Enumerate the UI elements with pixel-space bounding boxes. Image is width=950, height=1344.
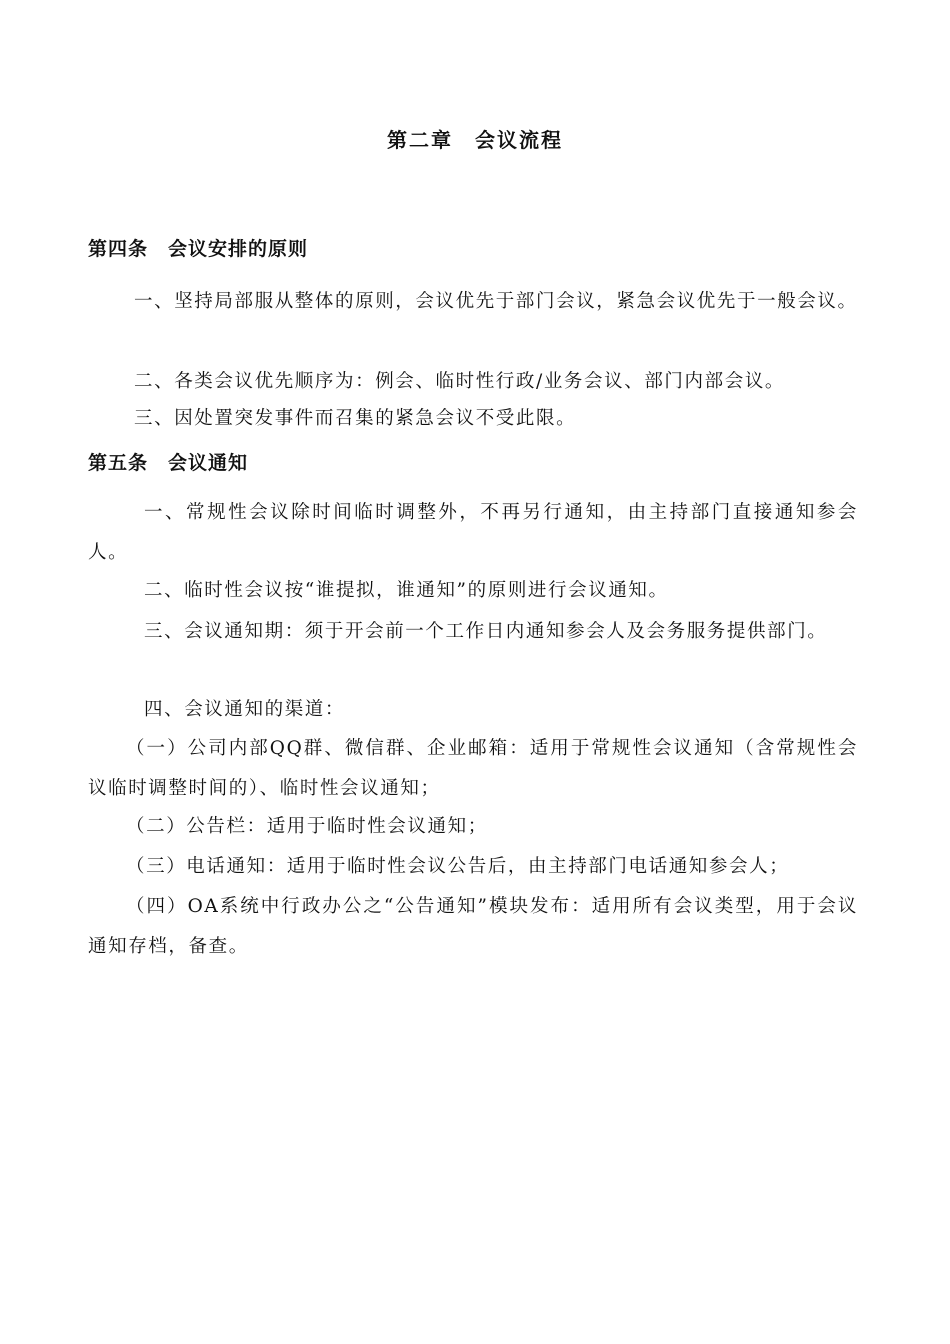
article4-item-2: 二、各类会议优先顺序为：例会、临时性行政/业务会议、部门内部会议。: [134, 371, 786, 392]
article-heading-5: 第五条 会议通知: [88, 452, 249, 474]
article5-item-1: 一、常规性会议除时间临时调整外，不再另行通知，由主持部门直接通知参会人。: [88, 502, 858, 563]
channel-item-1: （一）公司内部QQ群、微信群、企业邮箱：适用于常规性会议通知（含常规性会议临时调整时间的）、临时性会议通知；: [88, 738, 858, 799]
article5-item-4: 四、会议通知的渠道：: [144, 699, 346, 720]
article4-item-3: 三、因处置突发事件而召集的紧急会议不受此限。: [134, 408, 577, 429]
article-heading-4: 第四条 会议安排的原则: [88, 238, 309, 260]
channel-item-4: （四）OA系统中行政办公之“公告通知”模块发布：适用所有会议类型，用于会议通知存档，备查。: [88, 896, 858, 957]
channel-item-3: （三）电话通知：适用于临时性会议公告后，由主持部门电话通知参会人；: [126, 856, 790, 877]
article5-item-2: 二、临时性会议按“谁提拟，谁通知”的原则进行会议通知。: [144, 580, 669, 601]
chapter-title: 第二章 会议流程: [387, 128, 563, 152]
channel-item-2: （二）公告栏：适用于临时性会议通知；: [126, 816, 488, 837]
article4-item-1: 一、坚持局部服从整体的原则，会议优先于部门会议，紧急会议优先于一般会议。: [134, 291, 858, 312]
article5-item-3: 三、会议通知期：须于开会前一个工作日内通知参会人及会务服务提供部门。: [144, 621, 828, 642]
